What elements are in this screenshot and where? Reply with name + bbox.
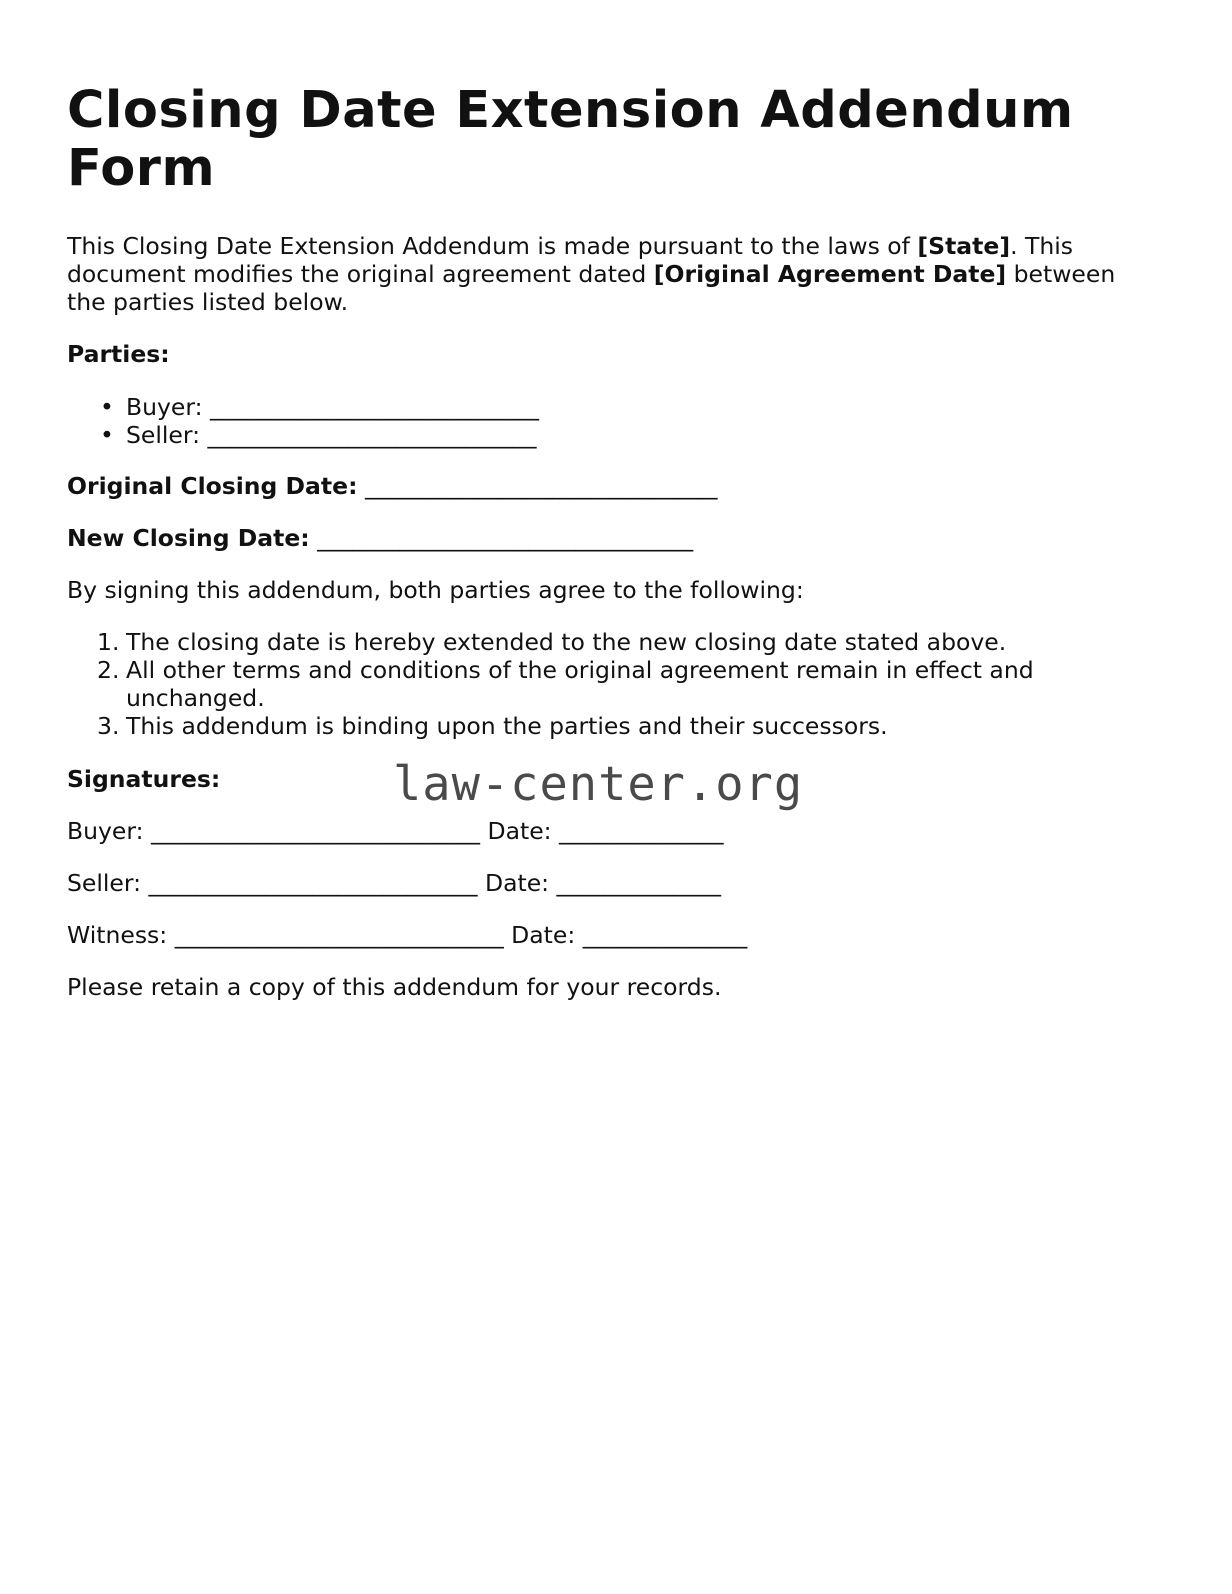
original-closing-date-label: Original Closing Date:	[67, 472, 358, 500]
new-closing-date-label: New Closing Date:	[67, 524, 310, 552]
parties-list	[67, 393, 539, 449]
intro-text-1: This Closing Date Extension Addendum is made pursuant to the laws of	[67, 232, 918, 260]
buyer-signature-field[interactable]: Buyer: ____________________________ Date: ______________	[67, 817, 724, 845]
signatures-heading: Signatures:	[67, 765, 221, 793]
term-text: This addendum is binding upon the parties and their successors.	[126, 712, 888, 740]
intro-text-2: . This document modifies the original agreement dated	[67, 232, 1074, 288]
page-title: Closing Date Extension Addendum Form	[67, 81, 1074, 198]
parties-heading: Parties:	[67, 340, 170, 368]
buyer-field[interactable]: • Buyer: ____________________________	[67, 393, 539, 421]
watermark: law-center.org	[393, 757, 804, 812]
intro-paragraph	[67, 232, 1157, 316]
term-number: 3.	[97, 712, 120, 740]
original-closing-date-blank: ______________________________	[357, 472, 718, 500]
term-item	[67, 628, 1067, 656]
term-number: 1.	[97, 628, 120, 656]
term-text: The closing date is hereby extended to the new closing date stated above.	[126, 628, 1007, 656]
term-item	[67, 712, 1067, 740]
agreement-lead-text: By signing this addendum, both parties agree to the following:	[67, 576, 804, 604]
original-closing-date-field[interactable]	[67, 472, 717, 500]
agreement-date-placeholder: [Original Agreement Date]	[653, 260, 1007, 288]
witness-signature-field[interactable]: Witness: ____________________________ Date: ______________	[67, 921, 748, 949]
footer-note: Please retain a copy of this addendum for your records.	[67, 973, 722, 1001]
intro-text-3: between the parties listed below.	[67, 260, 1116, 316]
seller-signature-field[interactable]: Seller: ____________________________ Date: ______________	[67, 869, 722, 897]
terms-list	[67, 628, 1067, 740]
new-closing-date-field[interactable]	[67, 524, 693, 552]
term-item	[67, 656, 1067, 712]
seller-field[interactable]: • Seller: ____________________________	[67, 421, 539, 449]
document-page	[67, 81, 1167, 1001]
term-text: All other terms and conditions of the original agreement remain in effect and unchanged.	[126, 656, 1034, 712]
state-placeholder: [State]	[917, 232, 1011, 260]
new-closing-date-blank: ________________________________	[309, 524, 694, 552]
term-number: 2.	[97, 656, 120, 684]
